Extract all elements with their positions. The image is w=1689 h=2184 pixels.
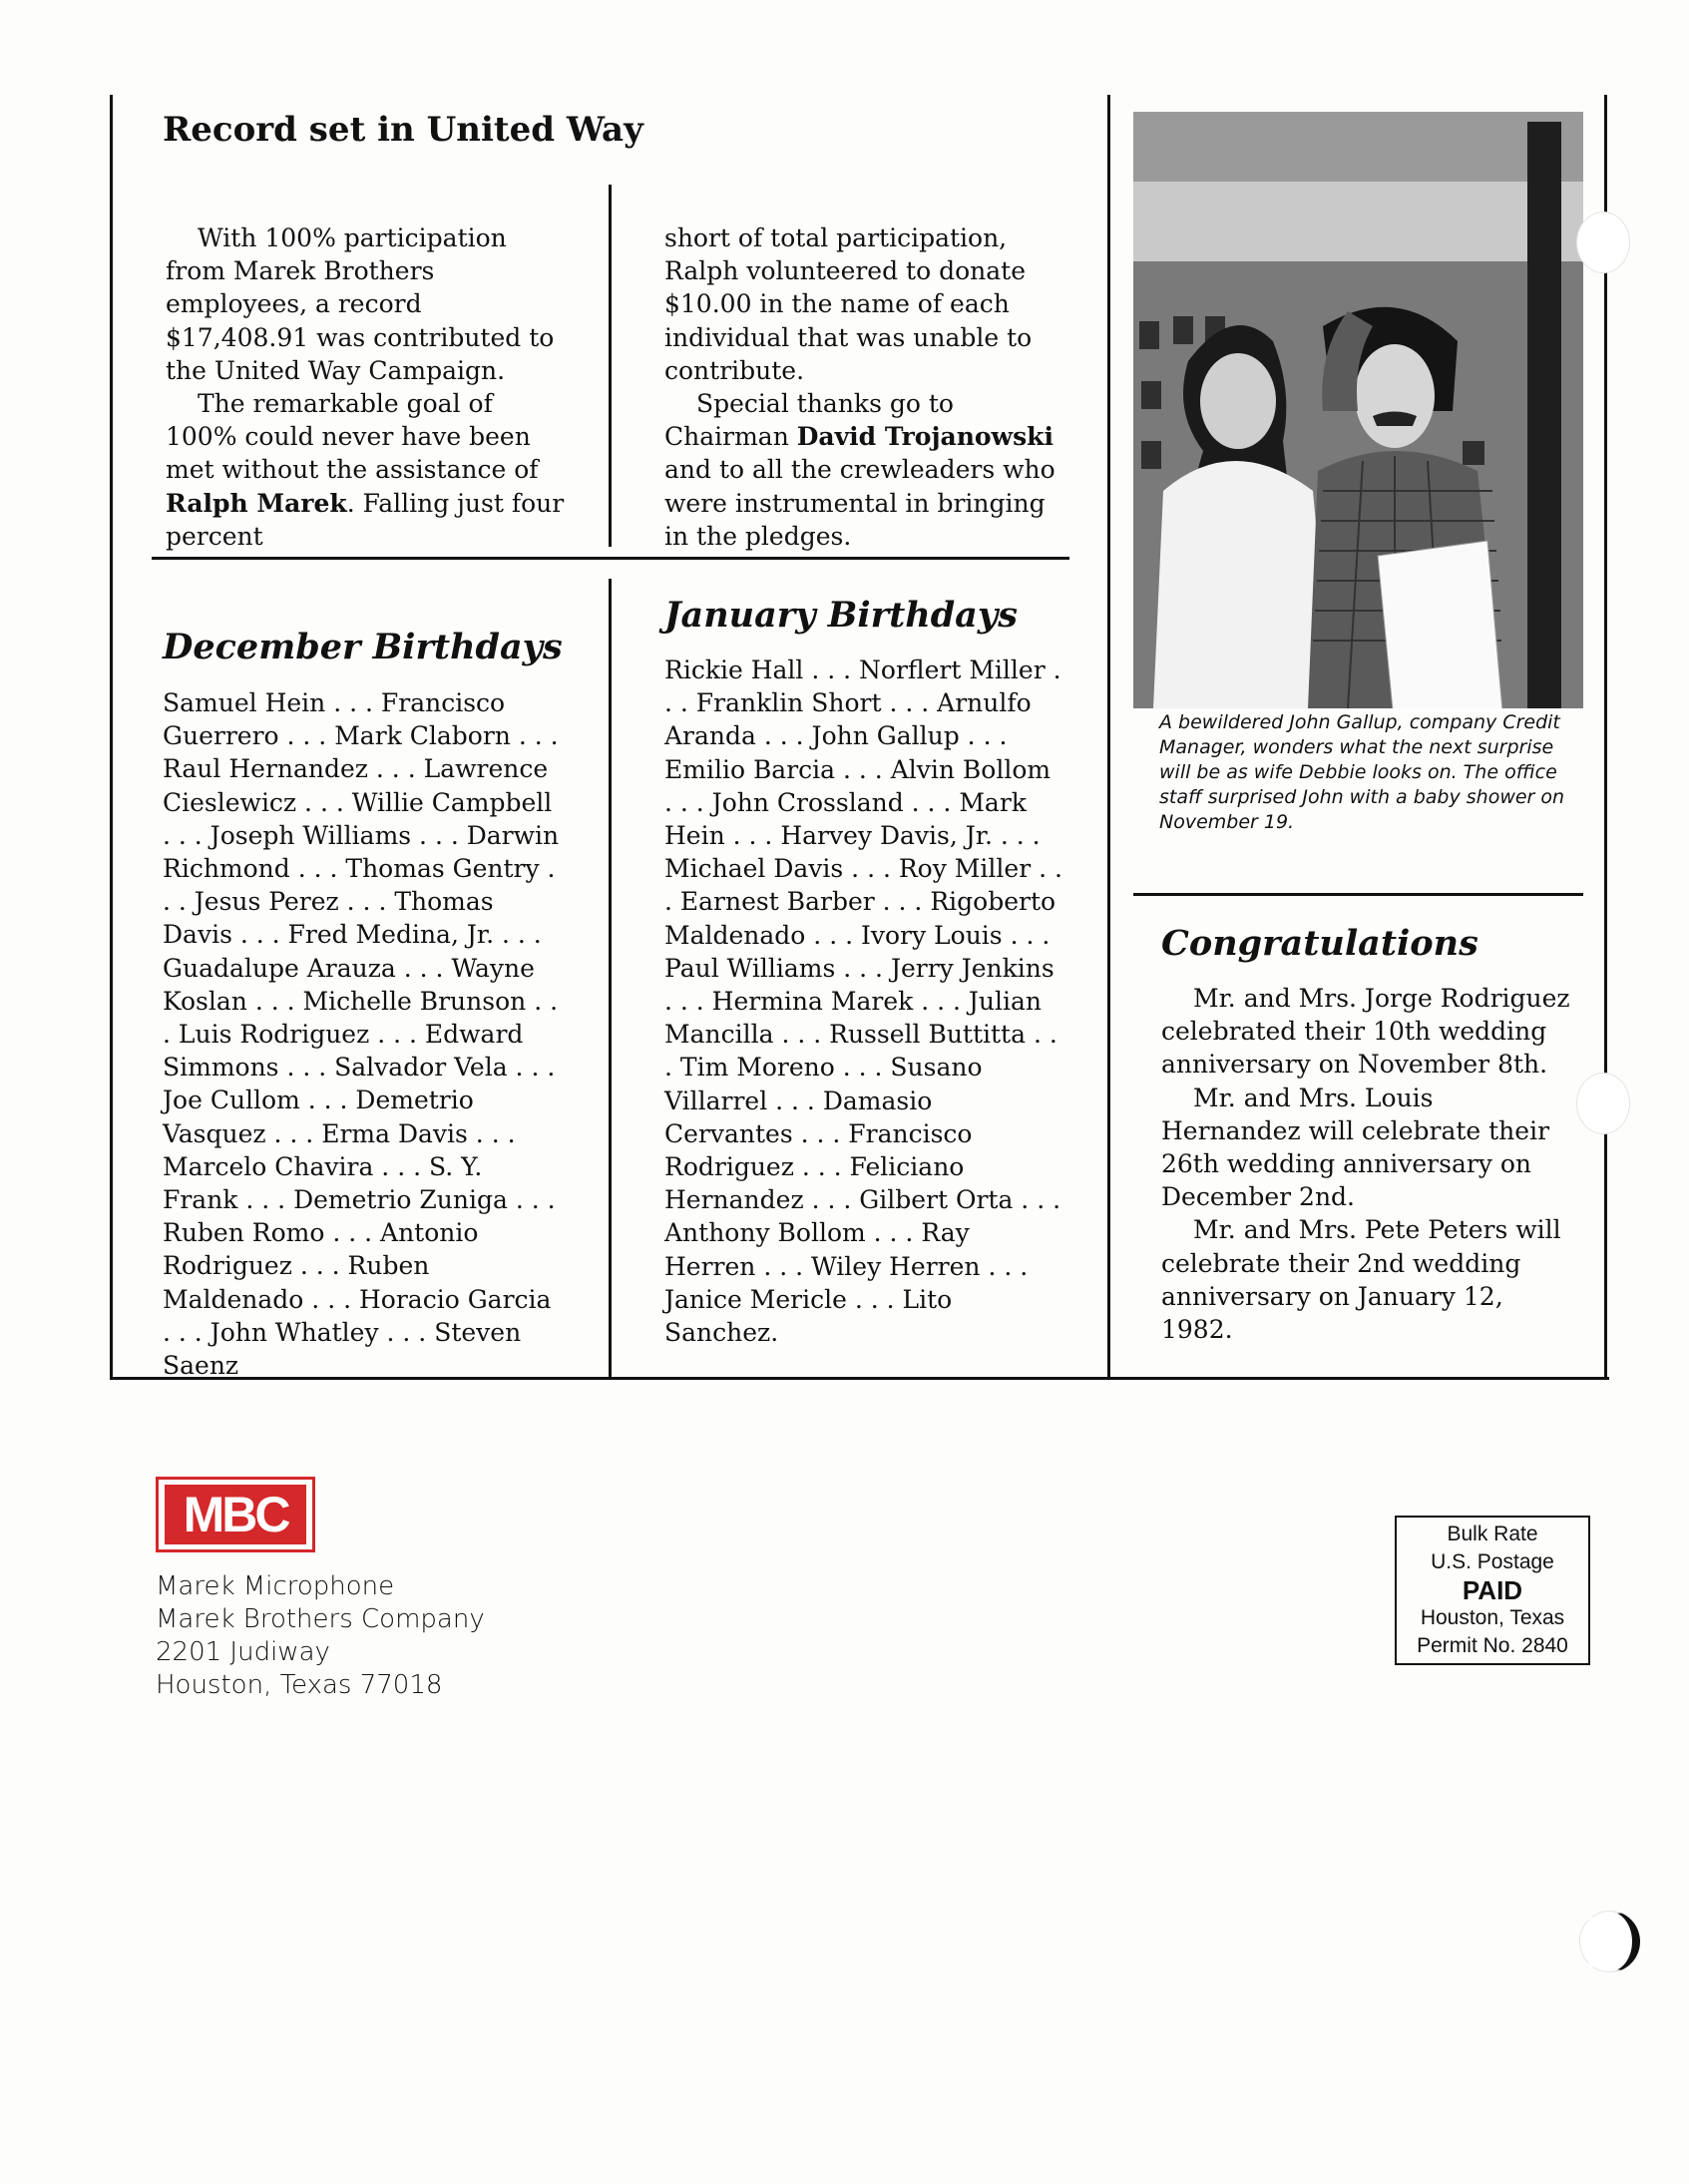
punch-hole-top: [1576, 212, 1630, 273]
john-gallup-photo: [1133, 112, 1583, 708]
congratulations-body: [1161, 982, 1575, 1346]
united-way-column-rule: [609, 185, 612, 547]
address-line-3: 2201 Judiway: [156, 1637, 330, 1667]
january-birthdays-heading: January Birthdays: [664, 595, 1018, 636]
postage-us: U.S. Postage: [1431, 1550, 1554, 1573]
frame-left-rule: [110, 95, 113, 1380]
january-birthdays-list: Rickie Hall . . . Norflert Miller . . . Franklin Short . . . Arnulfo Aranda . . . John Gallup . . . Emilio Barcia . . . Alvin Bollom . . . John Crossland . . . Mark Hein . . . Harvey Davis, Jr. . . . Michael Davis . . . Roy Miller . . . Earnest Barber . . . Rigoberto Maldenado . . . Ivory Louis . . . Paul Williams . . . Jerry Jenkins . . . Hermina Marek . . . Julian Mancilla . . . Russell Buttitta . . . Tim Moreno . . . Susano Villarrel . . . Damasio Cervantes . . . Francisco Rodriguez . . . Feliciano Hernandez . . . Gilbert Orta . . . Anthony Bollom . . . Ray Herren . . . Wiley Herren . . . Janice Mericle . . . Lito Sanchez.: [664, 655, 1062, 1348]
photo-illustration: [1133, 112, 1583, 708]
mbc-logo-mark: MBC: [165, 1485, 306, 1544]
postage-city: Houston, Texas: [1420, 1606, 1565, 1629]
congratulations-heading: Congratulations: [1161, 923, 1478, 964]
ralph-marek-name: Ralph Marek: [166, 488, 347, 518]
united-way-headline: Record set in United Way: [163, 110, 643, 150]
december-birthdays-heading: December Birthdays: [163, 627, 563, 667]
united-way-para-1: With 100% participation from Marek Brothers employees, a record $17,408.91 was contributed to the United Way Campaign.: [166, 223, 555, 385]
punch-hole-middle: [1576, 1073, 1630, 1134]
mbc-logo: [156, 1477, 315, 1552]
photo-column-rule: [1107, 95, 1110, 1380]
congrats-rodriguez: Mr. and Mrs. Jorge Rodriguez celebrated their 10th wedding anniversary on November 8th.: [1161, 984, 1570, 1080]
congrats-peters: Mr. and Mrs. Pete Peters will celebrate their 2nd wedding anniversary on January 12, 1982.: [1161, 1215, 1561, 1345]
frame-right-rule: [1604, 95, 1607, 1380]
address-line-1: Marek Microphone: [156, 1571, 395, 1601]
caption-bottom-rule: [1133, 893, 1583, 896]
united-way-para-4: [664, 387, 1063, 553]
address-line-4: Houston, Texas 77018: [156, 1670, 443, 1700]
united-way-col-2: [664, 221, 1063, 553]
congrats-hernandez: Mr. and Mrs. Louis Hernandez will celebrate their 26th wedding anniversary on December 2nd.: [1161, 1083, 1550, 1212]
united-way-col-1: [166, 221, 565, 553]
photo-caption: A bewildered John Gallup, company Credit Manager, wonders what the next surprise will be as wife Debbie looks on. The office staff surprised John with a baby shower on November 19.: [1159, 711, 1565, 833]
birthdays-column-rule: [609, 579, 612, 1380]
united-way-para-2: [166, 387, 565, 553]
united-way-bottom-rule: [152, 557, 1069, 560]
united-way-para-3: short of total participation, Ralph volunteered to donate $10.00 in the name of each individual that was unable to contribute.: [664, 223, 1033, 385]
united-way-para-4-text: Special thanks go to Chairman: [664, 389, 954, 452]
united-way-para-2-text: The remarkable goal of 100% could never have been met without the assistance of: [166, 389, 539, 485]
postage-paid: PAID: [1462, 1575, 1523, 1605]
david-trojanowski-name: David Trojanowski: [796, 422, 1054, 452]
postage-bulk-rate: Bulk Rate: [1447, 1523, 1538, 1545]
united-way-para-2-tail: . Falling just four percent: [166, 488, 565, 551]
postage-permit: Permit No. 2840: [1417, 1634, 1568, 1657]
postage-indicia: [1395, 1516, 1590, 1665]
return-address: [156, 1570, 485, 1702]
address-line-2: Marek Brothers Company: [156, 1604, 485, 1634]
united-way-para-4-tail: and to all the crewleaders who were instrumental in bringing in the pledges.: [664, 455, 1056, 551]
punch-hole-bottom: [1579, 1911, 1640, 1972]
december-birthdays-list: Samuel Hein . . . Francisco Guerrero . . . Mark Claborn . . . Raul Hernandez . . . Lawrence Cieslewicz . . . Willie Campbell . . . Joseph Williams . . . Darwin Richmond . . . Thomas Gentry . . . Jesus Perez . . . Thomas Davis . . . Fred Medina, Jr. . . . Guadalupe Arauza . . . Wayne Koslan . . . Michelle Brunson . . . Luis Rodriguez . . . Edward Simmons . . . Salvador Vela . . . Joe Cullom . . . Demetrio Vasquez . . . Erma Davis . . . Marcelo Chavira . . . S. Y. Frank . . . Demetrio Zuniga . . . Ruben Romo . . . Antonio Rodriguez . . . Ruben Maldenado . . . Horacio Garcia . . . John Whatley . . . Steven Saenz: [163, 688, 560, 1381]
